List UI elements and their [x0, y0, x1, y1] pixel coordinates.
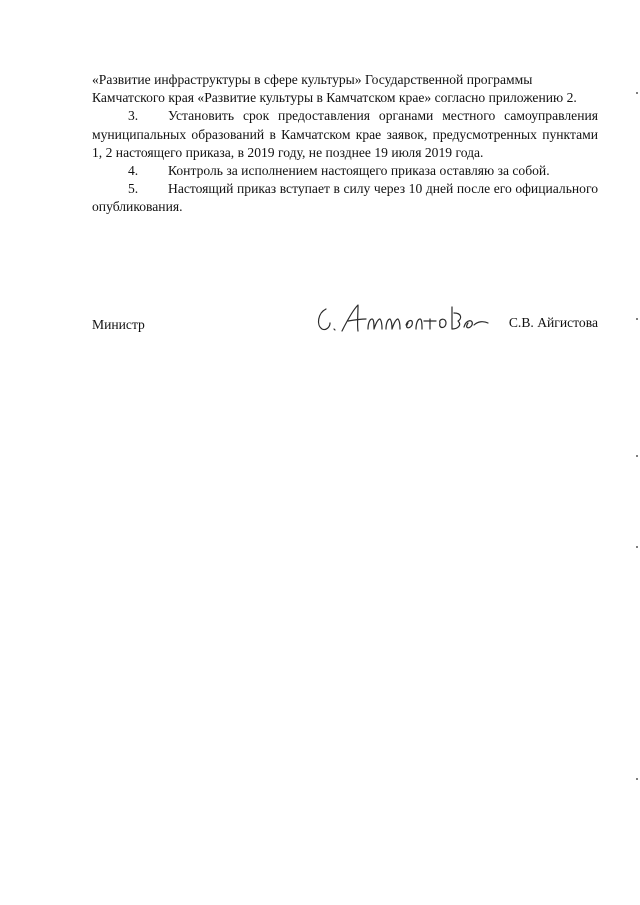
scan-mark	[636, 92, 638, 94]
scan-mark	[636, 455, 638, 457]
item-text: Установить срок предоставления органами местного самоуправления муниципальных образований в Камчатском крае заявок, предусмотренных пунктами 1, 2 настоящего приказа, в 2019 году, не позднее 19 июля 2019 года.	[92, 108, 598, 160]
signatory-title: Министр	[92, 317, 145, 332]
list-item	[92, 107, 598, 162]
signature-block	[92, 305, 598, 345]
list-item	[92, 180, 598, 216]
document-body	[92, 71, 598, 217]
paragraph-continuation: «Развитие инфраструктуры в сфере культуры» Государственной программы Камчатского края «Развитие культуры в Камчатском крае» согласно приложению 2.	[92, 72, 577, 106]
signatory-name: С.В. Айгистова	[508, 315, 598, 330]
item-number: 5.	[128, 181, 139, 197]
handwritten-signature	[312, 299, 492, 339]
item-text: Контроль за исполнением настоящего приказа оставляю за собой.	[168, 163, 550, 179]
scan-mark	[636, 546, 638, 548]
scan-mark	[636, 778, 638, 780]
item-number: 4.	[128, 163, 139, 179]
item-text: Настоящий приказ вступает в силу через 10 дней после его официального опубликования.	[92, 181, 598, 215]
list-item	[92, 162, 598, 180]
item-number: 3.	[128, 108, 139, 124]
scan-mark	[636, 318, 638, 320]
